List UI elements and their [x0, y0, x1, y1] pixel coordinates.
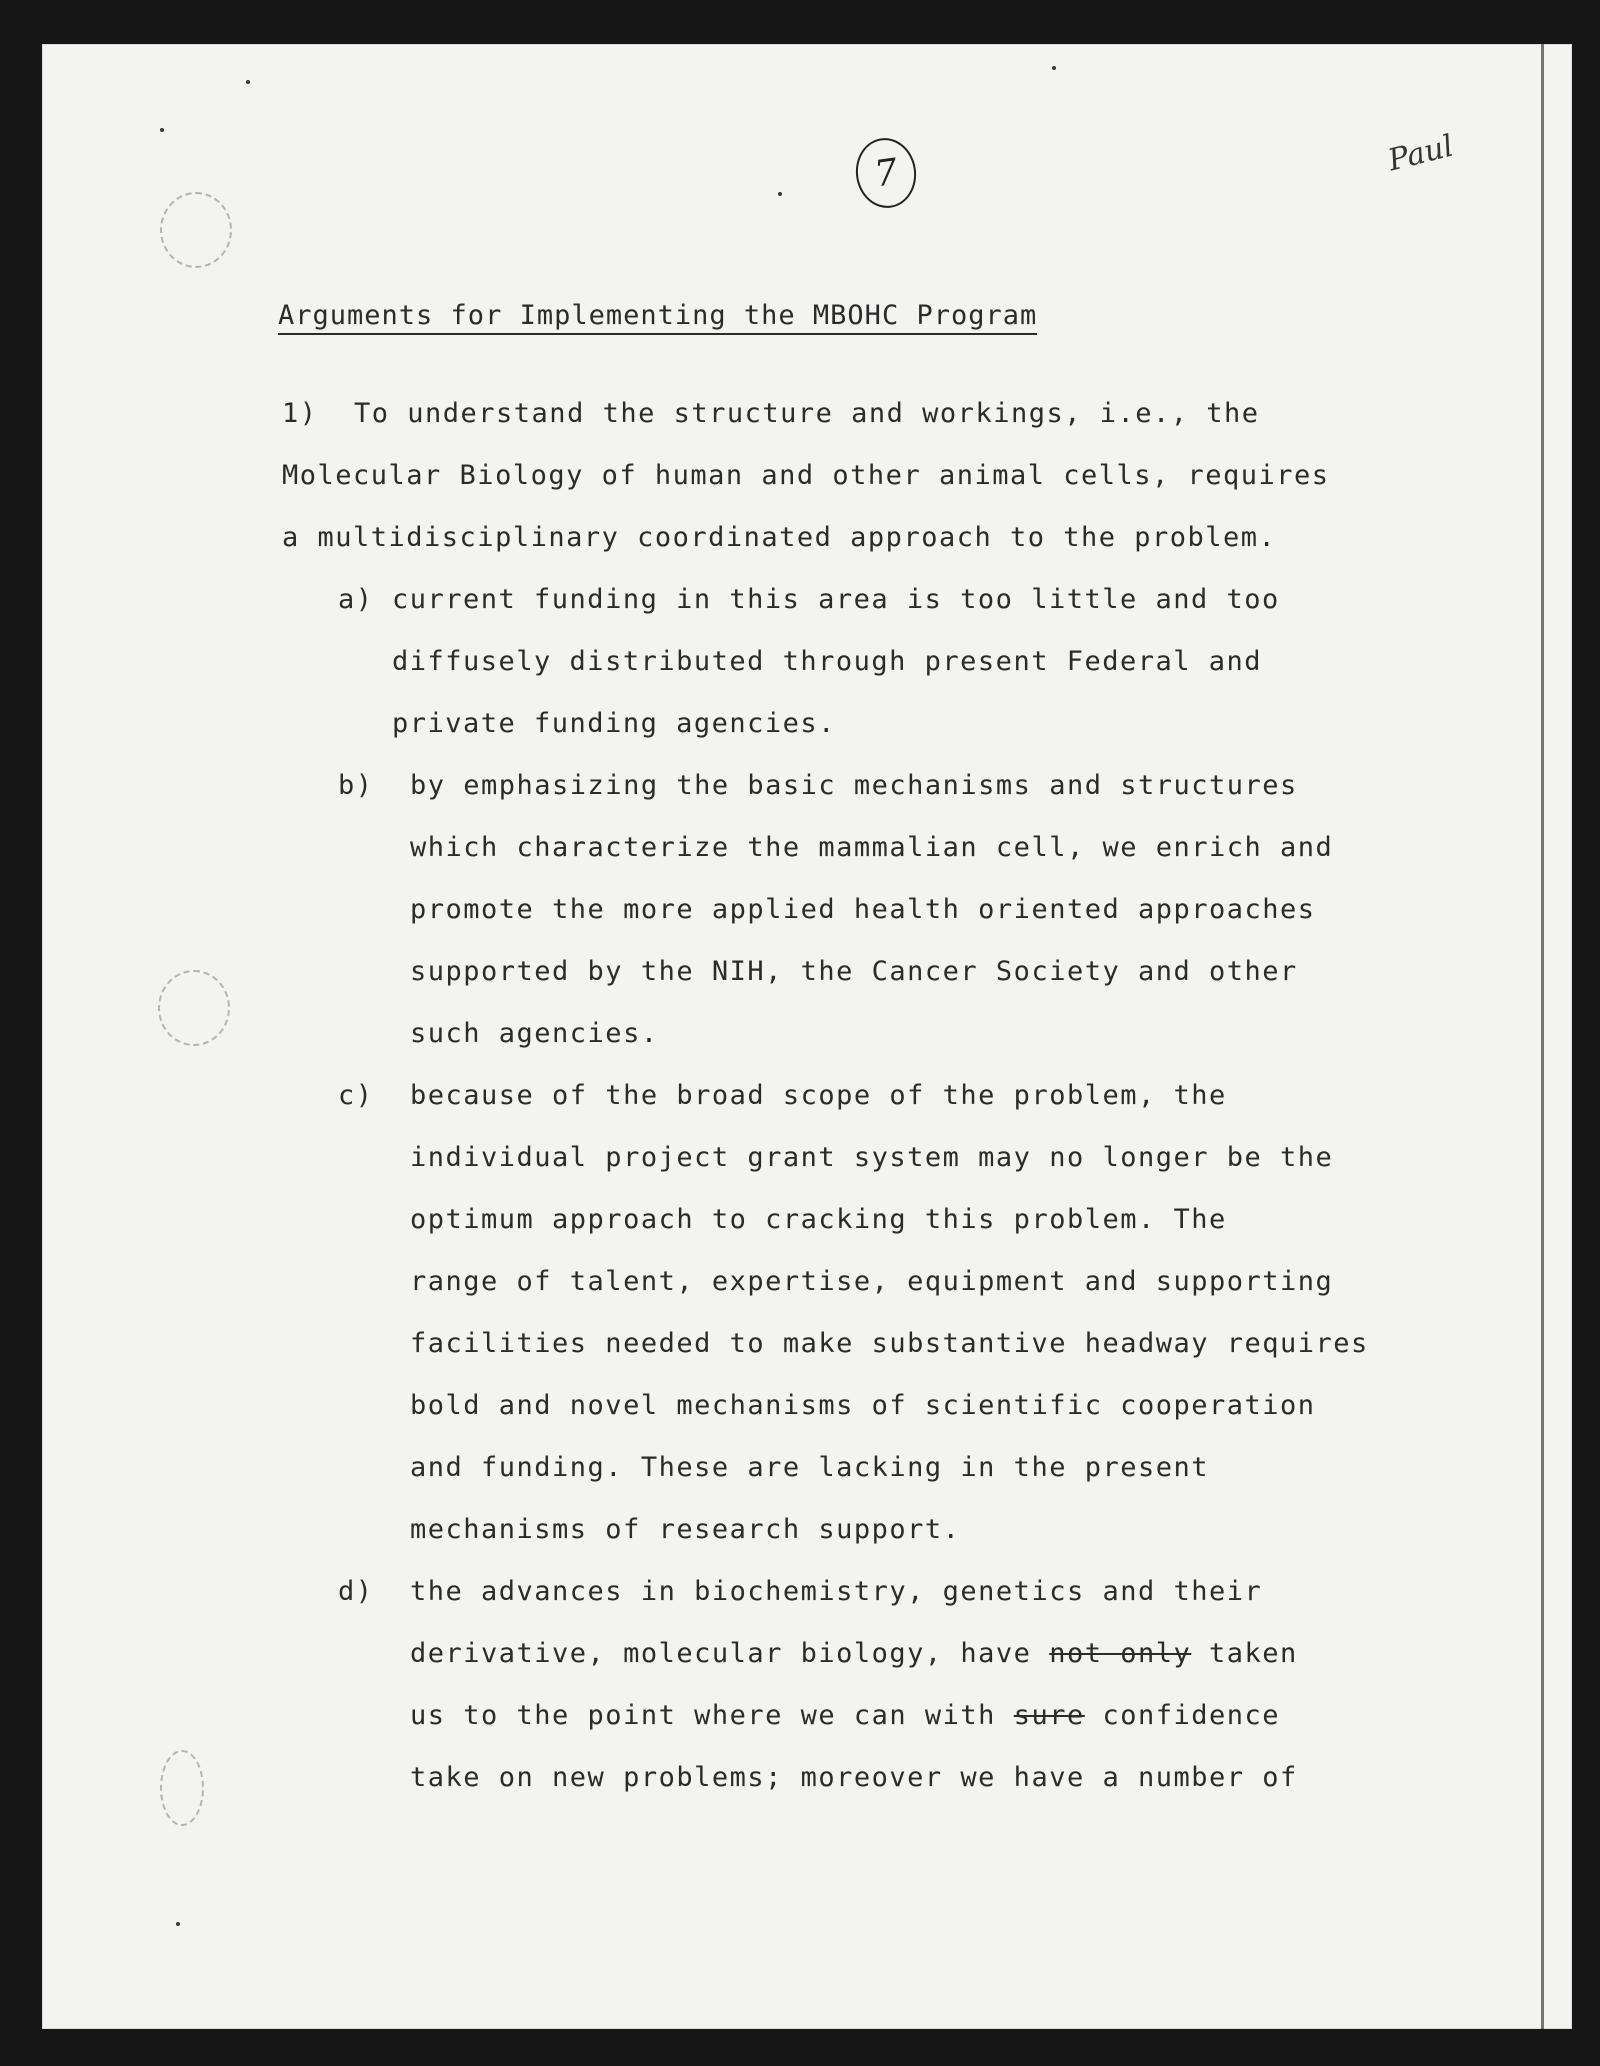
subpoint-c-line: mechanisms of research support. — [410, 1514, 961, 1545]
speck — [778, 192, 782, 196]
subpoint-d-line-text: derivative, molecular biology, have — [410, 1638, 1032, 1669]
subpoint-b-line: supported by the NIH, the Cancer Society and other — [410, 956, 1298, 987]
subpoint-a-marker: a) — [338, 584, 374, 615]
subpoint-c-line: and funding. These are lacking in the present — [410, 1452, 1209, 1483]
subpoint-c-line: optimum approach to cracking this problem. The — [410, 1204, 1227, 1235]
subpoint-a-line: diffusely distributed through present Federal and — [392, 646, 1263, 677]
struck-text: not only — [1049, 1638, 1192, 1669]
subpoint-d-line: take on new problems; moreover we have a number of — [410, 1762, 1298, 1793]
struck-text: sure — [1013, 1700, 1085, 1731]
speck — [160, 128, 164, 132]
punch-hole-bottom — [160, 1750, 204, 1826]
handwritten-margin-note: Paul — [1384, 128, 1457, 179]
document-page — [42, 44, 1572, 2029]
point-1-line: a multidisciplinary coordinated approach to the problem. — [282, 522, 1277, 553]
subpoint-b-line: promote the more applied health oriented approaches — [410, 894, 1316, 925]
subpoint-a-line: current funding in this area is too little and too — [392, 584, 1280, 615]
subpoint-b-line: which characterize the mammalian cell, we enrich and — [410, 832, 1334, 863]
subpoint-c-line: individual project grant system may no longer be the — [410, 1142, 1334, 1173]
subpoint-c-line: because of the broad scope of the problem, the — [410, 1080, 1227, 1111]
page-number-text: 7 — [871, 151, 901, 195]
subpoint-d-line-tail: confidence — [1084, 1700, 1281, 1731]
point-1-line: To understand the structure and workings, i.e., the — [354, 398, 1260, 429]
subpoint-d-line-tail: taken — [1191, 1638, 1298, 1669]
subpoint-d-line: the advances in biochemistry, genetics and their — [410, 1576, 1263, 1607]
subpoint-c-line: facilities needed to make substantive headway requires — [410, 1328, 1369, 1359]
point-1-line: Molecular Biology of human and other animal cells, requires — [282, 460, 1330, 491]
subpoint-c-line: range of talent, expertise, equipment and supporting — [410, 1266, 1334, 1297]
subpoint-d-line-text: us to the point where we can with — [410, 1700, 996, 1731]
subpoint-c-marker: c) — [338, 1080, 374, 1111]
point-1-marker: 1) — [282, 398, 318, 429]
subpoint-a-line: private funding agencies. — [392, 708, 836, 739]
speck — [176, 1922, 180, 1926]
speck — [1052, 66, 1056, 70]
punch-hole-top — [160, 192, 232, 268]
subpoint-d-marker: d) — [338, 1576, 374, 1607]
document-title: Arguments for Implementing the MBOHC Program — [278, 300, 1037, 335]
page-edge — [1541, 44, 1544, 2029]
subpoint-b-line: such agencies. — [410, 1018, 659, 1049]
punch-hole-middle — [158, 970, 230, 1046]
subpoint-c-line: bold and novel mechanisms of scientific cooperation — [410, 1390, 1316, 1421]
subpoint-d-line-with-strike — [410, 1638, 1298, 1669]
subpoint-b-line: by emphasizing the basic mechanisms and structures — [410, 770, 1298, 801]
subpoint-b-marker: b) — [338, 770, 374, 801]
speck — [246, 80, 250, 84]
subpoint-d-line-with-strike — [410, 1700, 1280, 1731]
